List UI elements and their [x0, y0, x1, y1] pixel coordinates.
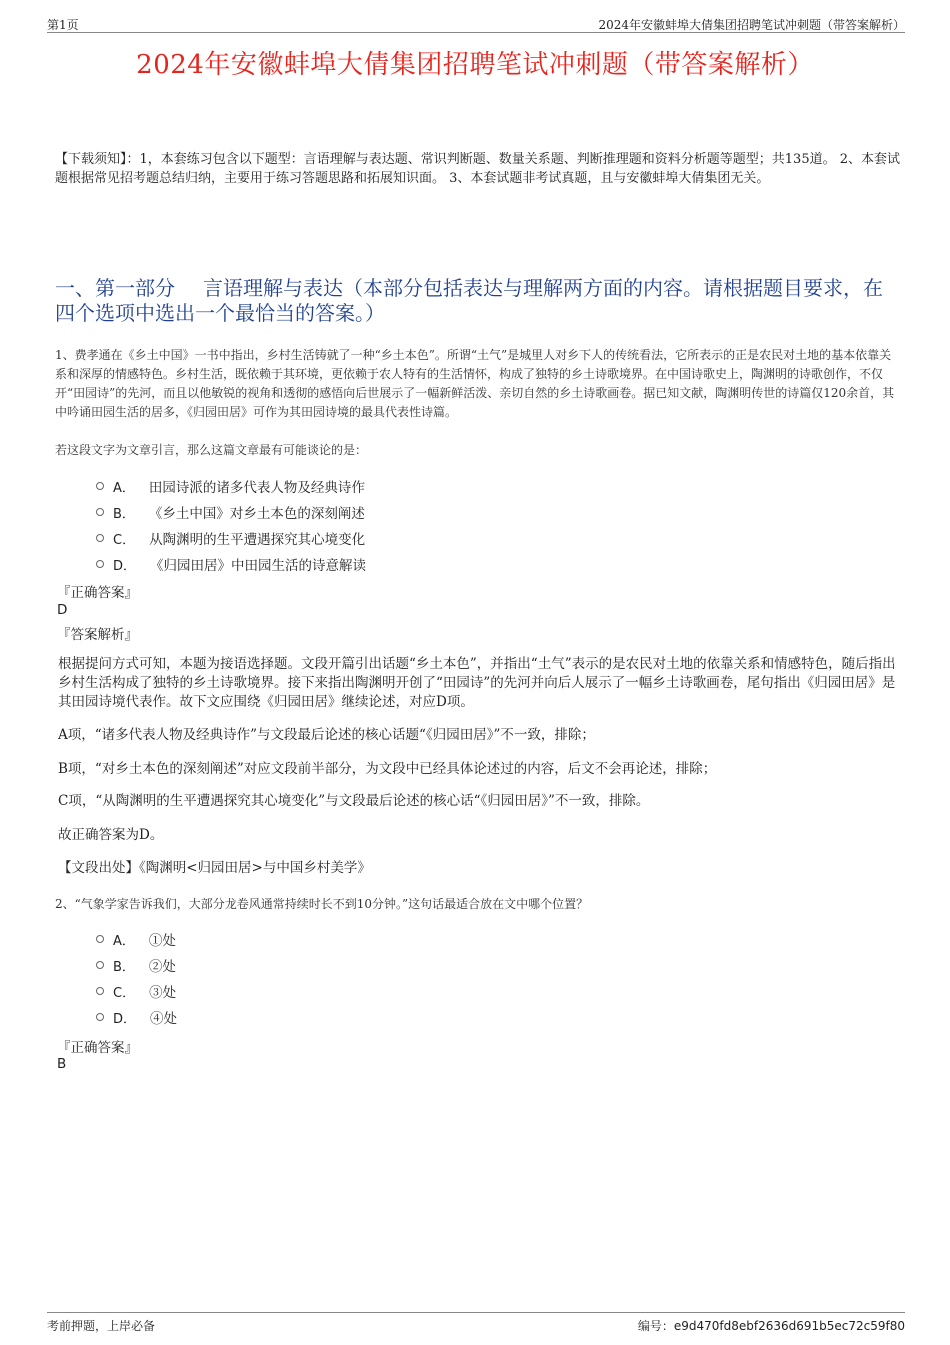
section-heading — [55, 276, 890, 326]
answer-label: 『正确答案』 — [57, 585, 138, 601]
answer-value: D — [57, 602, 68, 618]
option-text: ④处 — [150, 1011, 178, 1027]
question-2-stem: 2、“气象学家告诉我们，大部分龙卷风通常持续时长不到10分钟。”这句话最适合放在文中哪个位置？ — [55, 897, 589, 911]
radio-icon[interactable] — [96, 482, 104, 490]
footer-code-value: e9d470fd8ebf2636d691b5ec72c59f80 — [673, 1319, 905, 1333]
option-a[interactable] — [96, 473, 366, 499]
option-text: 《乡土中国》对乡土本色的深刻阐述 — [148, 506, 365, 522]
analysis-label: 『答案解析』 — [57, 627, 138, 643]
option-text: ①处 — [148, 933, 176, 949]
page-title: 2024年安徽蚌埠大倩集团招聘笔试冲刺题（带答案解析） — [136, 50, 814, 80]
section-part: 一、第一部分 — [55, 276, 175, 300]
option-text: 从陶渊明的生平遭遇探究其心境变化 — [149, 532, 366, 548]
analysis-conclusion: 故正确答案为D。 — [58, 827, 164, 843]
radio-icon[interactable] — [96, 987, 104, 995]
page-header — [47, 14, 905, 33]
option-letter: A． — [113, 933, 135, 949]
option-c[interactable] — [96, 525, 366, 551]
question-1-prompt: 若这段文字为文章引言，那么这篇文章最有可能谈论的是： — [55, 443, 368, 457]
option-text: ③处 — [149, 985, 177, 1001]
analysis-paragraph: 根据提问方式可知，本题为接语选择题。文段开篇引出话题“乡土本色”，并指出“土气”表示的是农民对土地的依靠关系和情感特色，随后指出乡村生活构成了独特的乡土诗歌境界。接下来指出陶渊明开创了“田园诗”的先河并向后人展示了一幅乡土诗歌画卷，尾句指出《归园田居》是其田园诗境代表作。故下文应围绕《归园田居》继续论述，对应D项。 — [58, 656, 896, 710]
section-description: 言语理解与表达（本部分包括表达与理解两方面的内容。请根据题目要求，在四个选项中选出一个最恰当的答案。） — [55, 276, 883, 325]
page-number: 第1页 — [47, 18, 79, 32]
footer-code-label: 编号： — [637, 1319, 674, 1333]
option-letter: A． — [113, 480, 135, 496]
analysis-option-c: C项，“从陶渊明的生平遭遇探究其心境变化”与文段最后论述的核心话“《归园田居》”不一致，排除。 — [58, 793, 650, 809]
option-text: 《归园田居》中田园生活的诗意解读 — [150, 558, 367, 574]
option-b[interactable] — [96, 952, 177, 978]
answer-label: 『正确答案』 — [57, 1040, 138, 1056]
analysis-source: 【文段出处】《陶渊明<归园田居>与中国乡村美学》 — [58, 860, 371, 876]
option-text: ②处 — [148, 959, 176, 975]
radio-icon[interactable] — [96, 534, 104, 542]
analysis-option-b: B项，“对乡土本色的深刻阐述”对应文段前半部分，为文段中已经具体论述过的内容，后文不会再论述，排除； — [58, 761, 717, 777]
option-d[interactable] — [96, 551, 366, 577]
option-d[interactable] — [96, 1004, 177, 1030]
radio-icon[interactable] — [96, 508, 104, 516]
radio-icon[interactable] — [96, 935, 104, 943]
footer-slogan: 考前押题，上岸必备 — [47, 1319, 156, 1333]
option-c[interactable] — [96, 978, 177, 1004]
option-letter: C． — [113, 985, 136, 1001]
radio-icon[interactable] — [96, 560, 104, 568]
option-letter: D． — [113, 1011, 137, 1027]
header-doc-title: 2024年安徽蚌埠大倩集团招聘笔试冲刺题（带答案解析） — [598, 18, 905, 32]
question-2-options — [96, 926, 177, 1030]
option-letter: B． — [113, 506, 135, 522]
radio-icon[interactable] — [96, 1013, 104, 1021]
footer-code — [638, 1317, 905, 1334]
option-letter: C． — [113, 532, 136, 548]
analysis-option-a: A项，“诸多代表人物及经典诗作”与文段最后论述的核心话题“《归园田居》”不一致，排除； — [58, 727, 595, 743]
question-1-stem: 1、费孝通在《乡土中国》一书中指出，乡村生活铸就了一种“乡土本色”。所谓“土气”是城里人对乡下人的传统看法，它所表示的正是农民对土地的基本依靠关系和深厚的情感特色。乡村生活，既依赖于其环境，更依赖于农人特有的生活情怀，构成了独特的乡土诗歌境界。在中国诗歌史上，陶渊明的诗歌创作，不仅开“田园诗”的先河，而且以他敏锐的视角和透彻的感悟向后世展示了一幅新鲜活泼、亲切自然的乡土诗歌画卷。据已知文献，陶渊明传世的诗篇仅120余首，其中吟诵田园生活的居多，《归园田居》可作为其田园诗境的最具代表性诗篇。 — [55, 348, 895, 419]
option-a[interactable] — [96, 926, 177, 952]
option-b[interactable] — [96, 499, 366, 525]
radio-icon[interactable] — [96, 961, 104, 969]
download-notice: 【下载须知】：1，本套练习包含以下题型：言语理解与表达题、常识判断题、数量关系题、判断推理题和资料分析题等题型；共135道。 2、本套试题根据常见招考题总结归纳，主要用于练习答题思路和拓展知识面。 3、本套试题非考试真题，且与安徽蚌埠大倩集团无关。 — [55, 152, 900, 186]
question-1-options — [96, 473, 366, 577]
option-letter: D． — [113, 558, 137, 574]
answer-value: B — [57, 1056, 67, 1072]
option-text: 田园诗派的诸多代表人物及经典诗作 — [148, 480, 365, 496]
option-letter: B． — [113, 959, 135, 975]
page-footer — [47, 1312, 905, 1333]
